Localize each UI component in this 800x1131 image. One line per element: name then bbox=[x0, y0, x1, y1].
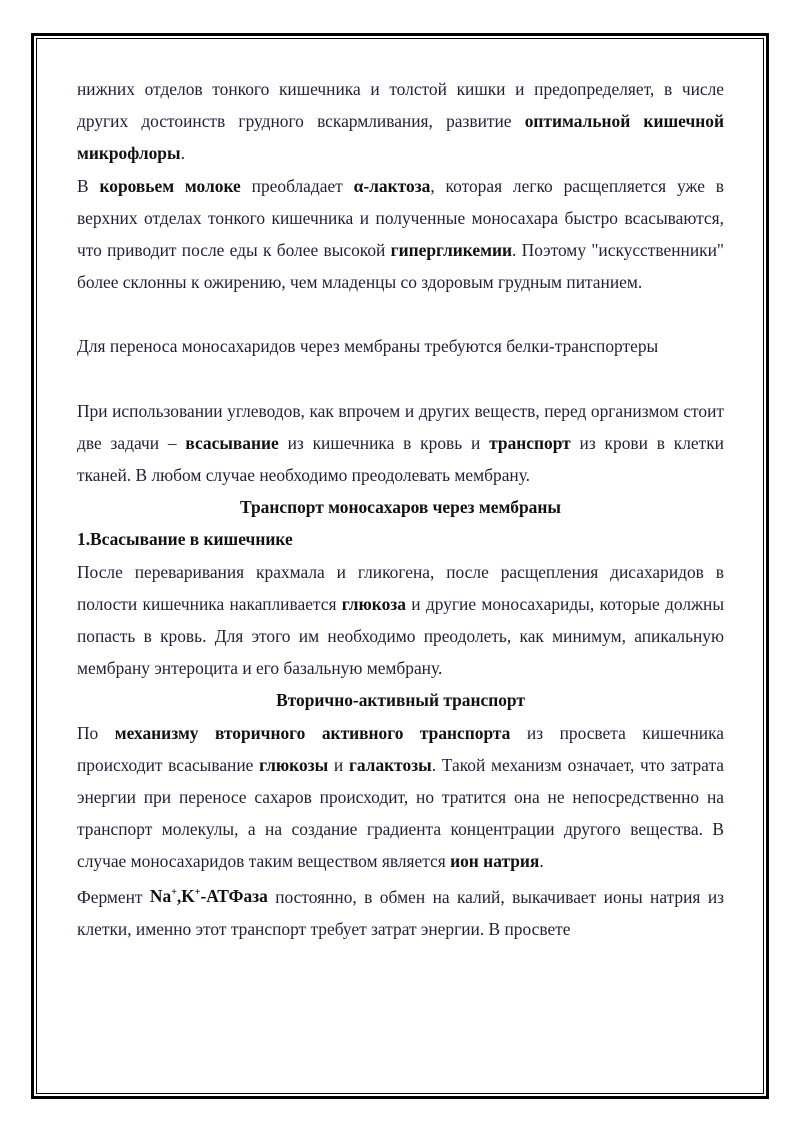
text-run: и другие моносахариды, которые должны попасть в кровь. Для этого им необходимо преодолеть, как минимум, апикальную мембрану энтероцита и его базальную мембрану. bbox=[77, 593, 725, 679]
bold-term: всасывание bbox=[185, 432, 279, 453]
paragraph-absorption bbox=[77, 556, 724, 685]
bold-term: оптимальной кишечной микрофлоры bbox=[77, 111, 724, 164]
text-run: В bbox=[77, 175, 100, 196]
text-run: Na bbox=[149, 886, 172, 907]
bold-term: транспорт bbox=[489, 432, 571, 453]
bold-term: коровьем молоке bbox=[99, 175, 241, 196]
section-heading-transport: Транспорт моносахаров через мембраны bbox=[240, 497, 561, 518]
superscript: + bbox=[171, 887, 177, 899]
text-run: По bbox=[77, 722, 115, 743]
text-run: Фермент bbox=[77, 886, 150, 907]
text-run: преобладает bbox=[240, 175, 354, 196]
text-run: . bbox=[539, 851, 544, 872]
paragraph-mechanism bbox=[77, 717, 724, 878]
text-run: При использовании углеводов, как впрочем и других веществ, перед организмом стоит две задачи – bbox=[77, 400, 724, 453]
document-body bbox=[77, 73, 724, 945]
paragraph-cow-milk bbox=[77, 170, 724, 299]
text-run: из кишечника в кровь и bbox=[278, 432, 490, 453]
spacer bbox=[77, 363, 724, 395]
paragraph-transporters: Для переноса моносахаридов через мембраны требуются белки-транспортеры bbox=[77, 336, 659, 357]
text-run: из просвета кишечника происходит всасывание bbox=[77, 722, 724, 775]
paragraph-atpase bbox=[77, 878, 724, 945]
bold-term: глюкоза bbox=[341, 593, 406, 614]
paragraph-breastfeeding bbox=[77, 73, 724, 170]
bold-term: галактозы bbox=[348, 754, 432, 775]
text-run: . Поэтому "искусственники" более склонны к ожирению, чем младенцы со здоровым грудным питанием. bbox=[77, 240, 724, 293]
bold-term: α-лактоза bbox=[353, 175, 431, 196]
text-run: После переваривания крахмала и гликогена, после расщепления дисахаридов в полости кишечника накапливается bbox=[77, 561, 724, 614]
text-run: и bbox=[328, 754, 349, 775]
spacer bbox=[77, 298, 724, 330]
paragraph-two-tasks bbox=[77, 395, 724, 492]
text-run: , которая легко расщепляется уже в верхних отделах тонкого кишечника и полученные моносахара быстро всасываются, что приводит после еды к более высокой bbox=[77, 175, 725, 261]
text-run: нижних отделов тонкого кишечника и толстой кишки и предопределяет, в числе других достоинств грудного вскармливания, развитие bbox=[77, 79, 724, 132]
bold-term: глюкозы bbox=[259, 754, 329, 775]
text-run: . Такой механизм означает, что затрата энергии при переносе сахаров происходит, но тратится она не непосредственно на транспорт молекулы, а на создание градиента концентрации другого вещества. В случае моносахаридов таким веществом является bbox=[77, 754, 724, 872]
text-run: постоянно, в обмен на калий, выкачивает ионы натрия из клетки, именно этот транспорт требует затрат энергии. В просвете bbox=[77, 886, 724, 939]
text-run: . bbox=[180, 143, 185, 164]
bold-term-atpase bbox=[150, 886, 268, 906]
bold-term: механизму вторичного активного транспорта bbox=[114, 722, 511, 743]
text-run: ,K bbox=[176, 886, 195, 907]
section-heading-secondary-active: Вторично-активный транспорт bbox=[276, 690, 525, 711]
bold-term: гипергликемии bbox=[390, 240, 512, 261]
subheading-absorption: 1.Всасывание в кишечнике bbox=[77, 529, 293, 550]
text-run: из крови в клетки тканей. В любом случае необходимо преодолевать мембрану. bbox=[77, 432, 724, 486]
text-run: -АТФаза bbox=[200, 886, 268, 907]
bold-term: ион натрия bbox=[450, 851, 540, 872]
superscript: + bbox=[194, 887, 201, 899]
